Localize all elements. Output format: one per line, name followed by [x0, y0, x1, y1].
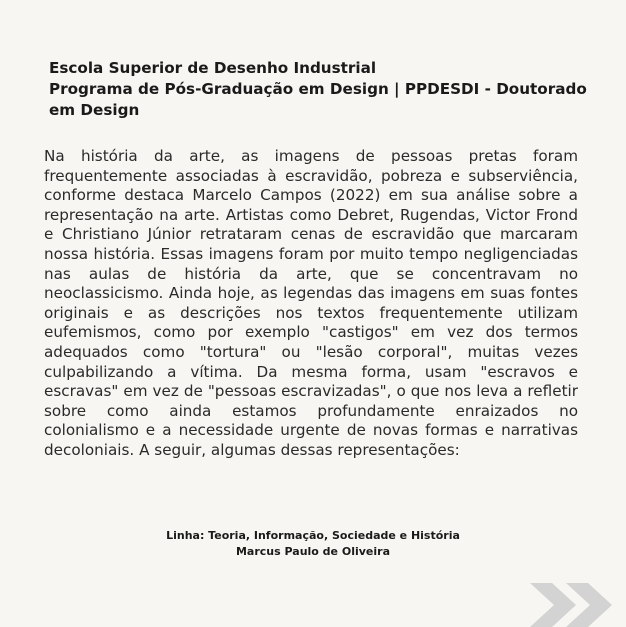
program-name: Programa de Pós-Graduação em Design | PPDESDI - Doutorado em Design: [49, 80, 587, 119]
document-header: [49, 58, 589, 121]
body-paragraph: Na história da arte, as imagens de pessoas pretas foram frequentemente associadas à escravidão, pobreza e subserviência, conforme destaca Marcelo Campos (2022) em sua análise sobre a representação na arte. Artistas como Debret, Rugendas, Victor Frond e Christiano Júnior retrataram cenas de escravidão que marcaram nossa história. Essas imagens foram por muito tempo negligenciadas nas aulas de história da arte, que se concentravam no neoclassicismo. Ainda hoje, as legendas das imagens em suas fontes originais e as descrições nos textos frequentemente utilizam eufemismos, como por exemplo "castigos" em vez dos termos adequados como "tortura" ou "lesão corporal", muitas vezes culpabilizando a vítima. Da mesma forma, usam "escravos e escravas" em vez de "pessoas escravizadas", o que nos leva a refletir sobre como ainda estamos profundamente enraizados no colonialismo e a necessidade urgente de novas formas e narrativas decoloniais. A seguir, algumas dessas representações:: [44, 147, 578, 459]
author-name: Marcus Paulo de Oliveira: [235, 545, 390, 558]
chevron-left-shape: [530, 583, 576, 627]
double-chevron-right-icon[interactable]: [526, 583, 626, 627]
institution-name: Escola Superior de Desenho Industrial: [49, 59, 377, 77]
research-line: Linha: Teoria, Informação, Sociedade e História: [166, 529, 460, 542]
document-footer: [0, 528, 626, 560]
